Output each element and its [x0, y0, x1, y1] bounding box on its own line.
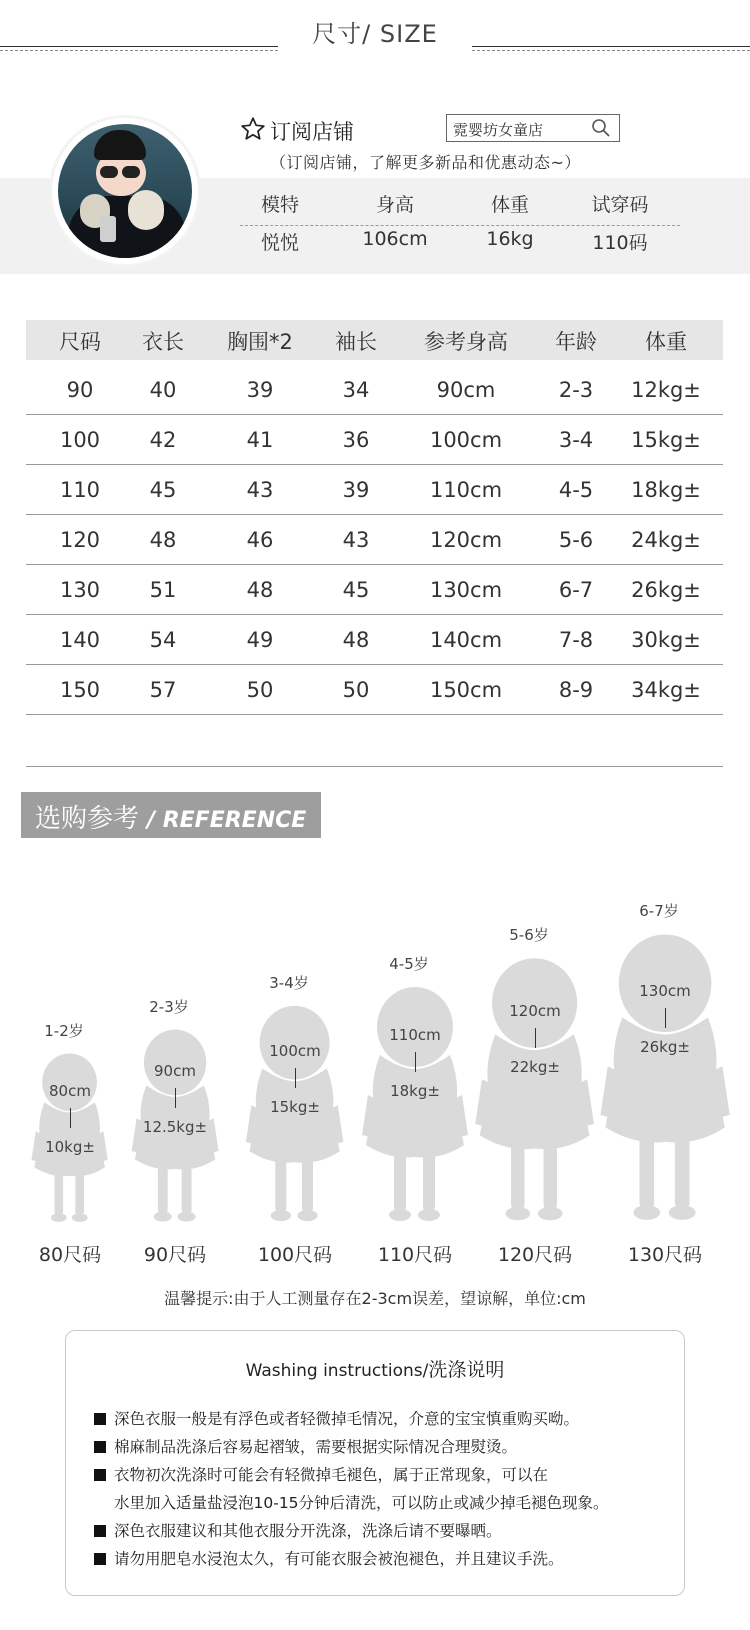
size-table-cell: 120cm — [429, 528, 503, 552]
size-table-cell: 100cm — [429, 428, 503, 452]
size-table-header: 参考身高 — [424, 330, 508, 354]
model-avatar — [52, 118, 198, 264]
size-table-cell: 140cm — [429, 628, 503, 652]
bullet-square-icon — [94, 1553, 106, 1565]
size-table-row-divider — [26, 414, 723, 415]
shop-search-text: 霓婴坊女童店 — [453, 121, 544, 139]
size-table-cell: 45 — [342, 578, 370, 602]
size-table-cell: 12kg± — [631, 378, 701, 402]
height-tick-mark — [175, 1088, 176, 1108]
child-weight-label: 18kg± — [390, 1081, 440, 1100]
size-table-cell: 49 — [246, 628, 274, 652]
size-table-cell: 39 — [246, 378, 274, 402]
child-age-label: 6-7岁 — [639, 902, 679, 921]
child-size-label: 100尺码 — [257, 1244, 333, 1266]
height-tick-mark — [415, 1052, 416, 1072]
washing-item: 深色衣服一般是有浮色或者轻微掉毛情况，介意的宝宝慎重购买呦。 — [94, 1407, 579, 1429]
washing-instructions-box — [65, 1330, 685, 1596]
child-height-label: 90cm — [154, 1061, 196, 1080]
size-table-cell: 130 — [59, 578, 101, 602]
size-table-cell: 110cm — [429, 478, 503, 502]
search-icon[interactable] — [591, 118, 611, 138]
washing-title — [66, 1355, 684, 1382]
height-tick-mark — [535, 1028, 536, 1048]
size-table-cell: 48 — [149, 528, 177, 552]
subscribe-description: （订阅店铺，了解更多新品和优惠动态~） — [270, 153, 581, 172]
shop-search-box[interactable] — [446, 114, 620, 142]
child-silhouette — [360, 985, 470, 1225]
size-table-cell: 2-3 — [558, 378, 594, 402]
size-table-header: 胸围*2 — [227, 330, 293, 354]
washing-title-cn: 洗涤说明 — [428, 1359, 505, 1381]
size-table-cell: 34 — [342, 378, 370, 402]
height-tick-mark — [665, 1008, 666, 1028]
size-table-cell: 4-5 — [558, 478, 594, 502]
size-table-cell: 40 — [149, 378, 177, 402]
model-value-height: 106cm — [362, 228, 428, 250]
size-table-cell: 50 — [342, 678, 370, 702]
washing-title-en: Washing instructions/ — [245, 1361, 429, 1381]
model-table-divider — [240, 225, 680, 226]
reference-title-en: / REFERENCE — [147, 808, 307, 833]
size-table-cell: 50 — [246, 678, 274, 702]
size-table-cell: 7-8 — [558, 628, 594, 652]
child-weight-label: 26kg± — [640, 1037, 690, 1056]
size-table-header: 体重 — [645, 330, 687, 354]
size-table-row-divider — [26, 714, 723, 715]
child-size-label: 80尺码 — [38, 1244, 102, 1266]
bullet-square-icon — [94, 1413, 106, 1425]
reference-title-bar — [21, 792, 321, 838]
size-table-cell: 51 — [149, 578, 177, 602]
size-table-row-divider — [26, 614, 723, 615]
page-title: 尺寸/ SIZE — [312, 20, 438, 48]
washing-item: 深色衣服建议和其他衣服分开洗涤，洗涤后请不要曝晒。 — [94, 1519, 502, 1541]
size-table-cell: 34kg± — [631, 678, 701, 702]
model-table — [240, 186, 680, 262]
child-age-label: 2-3岁 — [149, 998, 189, 1017]
size-table-cell: 140 — [59, 628, 101, 652]
size-table-cell: 54 — [149, 628, 177, 652]
subscribe-shop-label[interactable]: 订阅店铺 — [270, 120, 354, 144]
child-height-label: 110cm — [389, 1025, 441, 1044]
reference-title-cn: 选购参考 — [35, 804, 140, 834]
size-table-cell: 15kg± — [631, 428, 701, 452]
size-table-cell: 48 — [342, 628, 370, 652]
size-table-cell: 46 — [246, 528, 274, 552]
child-height-label: 80cm — [49, 1081, 91, 1100]
size-table-cell: 6-7 — [558, 578, 594, 602]
size-table-cell: 100 — [59, 428, 101, 452]
size-table-cell: 3-4 — [558, 428, 594, 452]
size-table-cell: 43 — [342, 528, 370, 552]
size-table-cell: 42 — [149, 428, 177, 452]
child-weight-label: 15kg± — [270, 1097, 320, 1116]
size-table-row-divider — [26, 664, 723, 665]
washing-item: 衣物初次洗涤时可能会有轻微掉毛褪色，属于正常现象，可以在 — [94, 1463, 548, 1485]
size-table-cell: 48 — [246, 578, 274, 602]
model-header-weight: 体重 — [490, 194, 529, 216]
child-size-label: 90尺码 — [143, 1244, 207, 1266]
size-table-cell: 41 — [246, 428, 274, 452]
child-age-label: 3-4岁 — [269, 974, 309, 993]
size-table-cell: 36 — [342, 428, 370, 452]
model-header-trial-size: 试穿码 — [591, 194, 649, 216]
child-size-label: 110尺码 — [377, 1244, 453, 1266]
child-height-label: 100cm — [269, 1041, 321, 1060]
size-table-cell: 90 — [66, 378, 94, 402]
bullet-square-icon — [94, 1469, 106, 1481]
size-table-cell: 45 — [149, 478, 177, 502]
model-value-weight: 16kg — [486, 228, 534, 250]
size-table-cell: 90cm — [436, 378, 496, 402]
bullet-square-icon — [94, 1441, 106, 1453]
size-table-cell: 150cm — [429, 678, 503, 702]
header-rule-left-dashed — [0, 50, 278, 51]
child-size-label: 120尺码 — [497, 1244, 573, 1266]
header-rule-right-dashed — [472, 50, 750, 51]
model-header-height: 身高 — [375, 194, 414, 216]
size-table-row-divider — [26, 514, 723, 515]
size-table-cell: 18kg± — [631, 478, 701, 502]
height-tick-mark — [295, 1068, 296, 1088]
size-table-cell: 5-6 — [558, 528, 594, 552]
measurement-note: 温馨提示:由于人工测量存在2-3cm误差，望谅解，单位:cm — [164, 1289, 586, 1308]
washing-item-continued: 水里加入适量盐浸泡10-15分钟后清洗，可以防止或减少掉毛褪色现象。 — [114, 1494, 609, 1512]
child-weight-label: 12.5kg± — [142, 1117, 208, 1136]
bullet-square-icon — [94, 1525, 106, 1537]
child-weight-label: 22kg± — [510, 1057, 560, 1076]
child-silhouette — [473, 956, 596, 1225]
child-size-label: 130尺码 — [627, 1244, 703, 1266]
star-icon[interactable] — [240, 116, 266, 142]
child-silhouette — [598, 932, 732, 1225]
size-table-cell: 57 — [149, 678, 177, 702]
model-value-trial-size: 110码 — [592, 232, 648, 254]
height-tick-mark — [70, 1108, 71, 1128]
size-table-cell: 43 — [246, 478, 274, 502]
size-table-cell: 26kg± — [631, 578, 701, 602]
size-table-cell: 30kg± — [631, 628, 701, 652]
size-table-cell: 120 — [59, 528, 101, 552]
size-table-cell: 24kg± — [631, 528, 701, 552]
size-table-row-divider — [26, 464, 723, 465]
size-table-row-divider — [26, 564, 723, 565]
child-weight-label: 10kg± — [45, 1137, 95, 1156]
washing-item: 请勿用肥皂水浸泡太久，有可能衣服会被泡褪色，并且建议手洗。 — [94, 1547, 564, 1569]
model-value-name: 悦悦 — [260, 232, 299, 254]
child-age-label: 5-6岁 — [509, 926, 549, 945]
child-age-label: 1-2岁 — [44, 1022, 84, 1041]
child-height-label: 130cm — [639, 981, 691, 1000]
child-height-label: 120cm — [509, 1001, 561, 1020]
size-table-cell: 130cm — [429, 578, 503, 602]
size-table-cell: 39 — [342, 478, 370, 502]
model-header-name: 模特 — [260, 194, 299, 216]
size-table-header: 尺码 — [59, 330, 101, 354]
size-table-header: 衣长 — [142, 330, 184, 354]
size-table-cell: 110 — [59, 478, 101, 502]
child-age-label: 4-5岁 — [389, 955, 429, 973]
size-table-bottom-rule — [26, 766, 723, 767]
size-table-cell: 150 — [59, 678, 101, 702]
washing-item: 棉麻制品洗涤后容易起褶皱，需要根据实际情况合理熨烫。 — [94, 1435, 517, 1457]
size-table-header: 袖长 — [335, 330, 377, 354]
size-table-cell: 8-9 — [558, 678, 594, 702]
size-table-header: 年龄 — [555, 330, 597, 354]
